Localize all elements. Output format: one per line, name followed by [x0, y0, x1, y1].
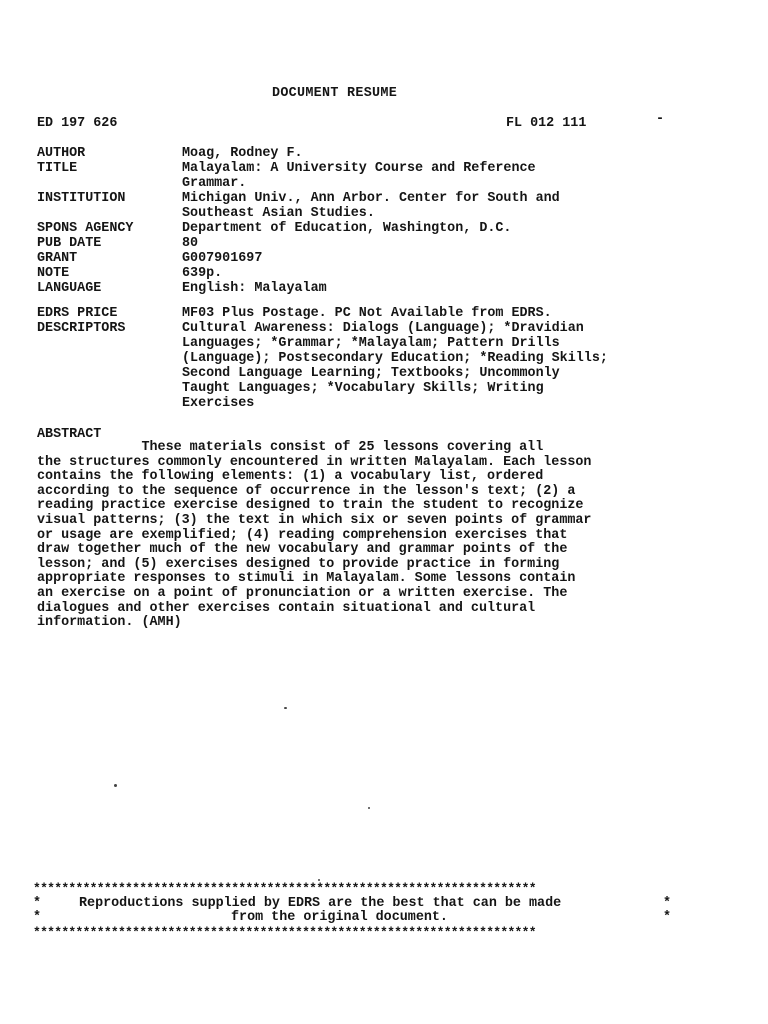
- field-note: [37, 266, 697, 281]
- abstract-text: These materials consist of 25 lessons covering all the structures commonly encountered in written Malayalam. Each lesson contains the following elements: (1) a vocabulary list, ordered according to the sequence of occurrence in the lesson's text; (2) a reading practice exercise designed to train the student to recognize visual patterns; (3) the text in which six or seven points of grammar or usage are exemplified; (4) reading comprehension exercises that draw together much of the new vocabulary and grammar points of the lesson; and (5) exercises designed to provide practice in forming appropriate responses to stimuli in Malayalam. Some lessons contain an exercise on a point of pronunciation or a written exercise. The dialogues and other exercises contain situational and cultural information. (AMH): [37, 440, 592, 631]
- fl-number: FL 012 111: [506, 116, 587, 131]
- field-label: DESCRIPTORS: [37, 321, 126, 336]
- ed-number: ED 197 626: [37, 116, 118, 131]
- field-label: AUTHOR: [37, 146, 86, 161]
- field-author: [37, 146, 697, 161]
- field-value: Malayalam: A University Course and Reference Grammar.: [182, 161, 536, 191]
- field-label: EDRS PRICE: [37, 306, 118, 321]
- scan-speck: [318, 879, 320, 881]
- field-value: Department of Education, Washington, D.C.: [182, 221, 512, 236]
- field-label: SPONS AGENCY: [37, 221, 134, 236]
- field-label: NOTE: [37, 266, 70, 281]
- field-value: Moag, Rodney F.: [182, 146, 303, 161]
- repro-line-2: from the original document.: [231, 910, 448, 925]
- star-right: *: [663, 896, 672, 911]
- scan-speck: [368, 807, 370, 809]
- field-grant: [37, 251, 697, 266]
- field-edrs-price: [37, 306, 697, 321]
- corner-mark: -: [656, 112, 665, 127]
- field-label: GRANT: [37, 251, 78, 266]
- star-left: *: [33, 896, 42, 911]
- reproduction-notice: [33, 897, 673, 925]
- field-label: PUB DATE: [37, 236, 102, 251]
- scan-speck: [114, 784, 117, 787]
- field-institution: [37, 191, 697, 221]
- spacer: [37, 296, 697, 306]
- field-value: 80: [182, 236, 199, 251]
- field-value: 639p.: [182, 266, 223, 281]
- star-border-bottom: ***********************************************************************: [33, 926, 536, 939]
- star-left: *: [33, 910, 42, 925]
- field-spons-agency: [37, 221, 697, 236]
- field-value: MF03 Plus Postage. PC Not Available from EDRS.: [182, 306, 552, 321]
- abstract-label: ABSTRACT: [37, 427, 102, 442]
- scan-speck: [284, 707, 287, 709]
- field-label: TITLE: [37, 161, 78, 176]
- field-descriptors: [37, 321, 697, 411]
- field-language: [37, 281, 697, 296]
- star-border-top: ***********************************************************************: [33, 882, 536, 895]
- field-value: Michigan Univ., Ann Arbor. Center for South and Southeast Asian Studies.: [182, 191, 560, 221]
- field-pub-date: [37, 236, 697, 251]
- field-value: Cultural Awareness: Dialogs (Language); *Dravidian Languages; *Grammar; *Malayalam; Pattern Drills (Language); Postsecondary Education; *Reading Skills; Second Language Learning; Textbooks; Uncommonly Taught Languages; *Vocabulary Skills; Writing Exercises: [182, 321, 608, 411]
- repro-line-1: Reproductions supplied by EDRS are the best that can be made: [79, 896, 562, 911]
- star-right: *: [663, 910, 672, 925]
- metadata-fields: [37, 146, 697, 411]
- field-value: G007901697: [182, 251, 263, 266]
- field-value: English: Malayalam: [182, 281, 327, 296]
- document-title: DOCUMENT RESUME: [272, 86, 398, 101]
- field-title: [37, 161, 697, 191]
- field-label: INSTITUTION: [37, 191, 126, 206]
- field-label: LANGUAGE: [37, 281, 102, 296]
